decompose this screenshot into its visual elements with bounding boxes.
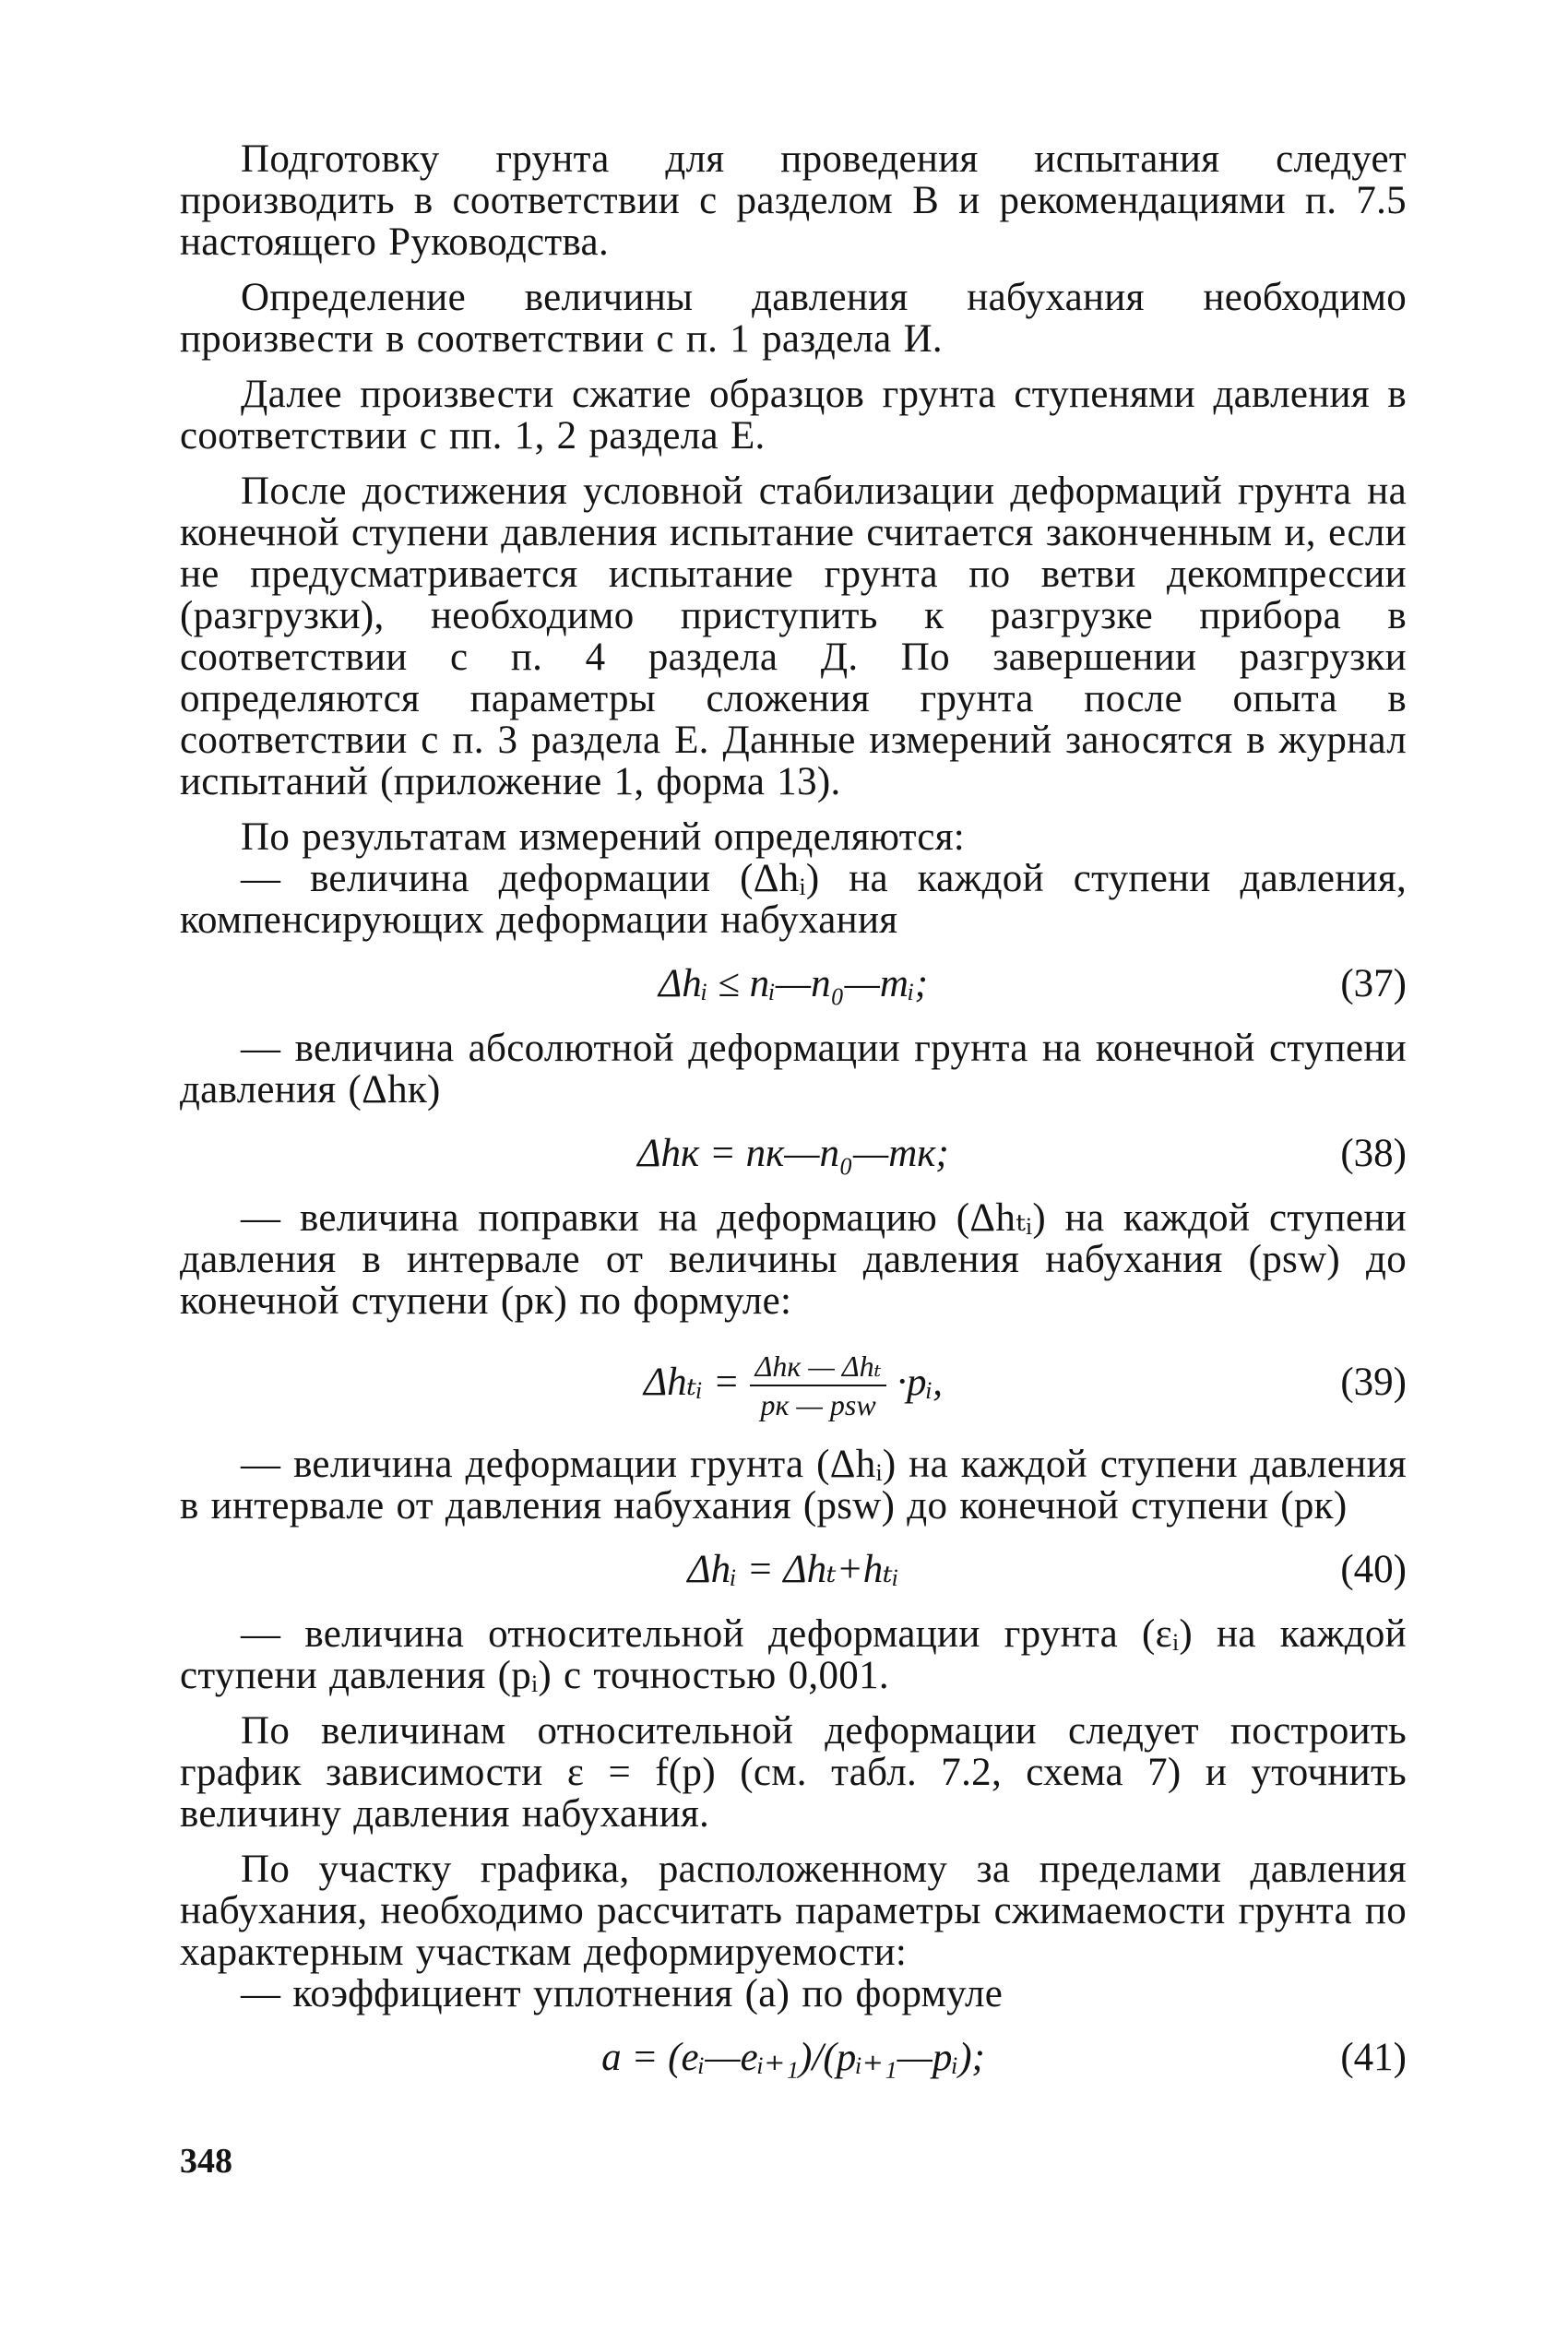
equation-40 (180, 1527, 1407, 1613)
page-number: 348 (180, 2142, 232, 2181)
paragraph-results-intro: По результатам измерений определяются: (241, 815, 966, 859)
equation-41-formula: a = (eᵢ—eᵢ₊₁)/(pᵢ₊₁—pᵢ); (601, 2036, 985, 2079)
equation-41-number: (41) (1340, 2036, 1407, 2079)
equation-38 (180, 1111, 1407, 1197)
equation-37-number: (37) (1340, 962, 1407, 1005)
equation-39-fraction (750, 1348, 887, 1423)
equation-39-number: (39) (1340, 1361, 1407, 1404)
equation-39-rhs: ·pᵢ, (897, 1361, 944, 1404)
equation-39-denominator: pк — psw (760, 1388, 876, 1422)
paragraph-compressibility: По участку графика, расположенному за пределами давления набухания, необходимо рассчитать параметры сжимаемости грунта по характерным участкам деформируемости: (180, 1848, 1407, 1974)
paragraph-stabilization: После достижения условной стабилизации деформаций грунта на конечной ступени давления испытание считается законченным и, если не предусматривается испытание грунта по ветви декомпрессии (разгрузки), необходимо приступить к разгрузке прибора в соответствии с п. 4 раздела Д. По завершении разгрузки определяются параметры сложения грунта после опыта в соответствии с п. 3 раздела Е. Данные измерений заносятся в журнал испытаний (приложение 1, форма 13). (180, 470, 1407, 803)
paragraph-soil-preparation: Подготовку грунта для проведения испытания следует производить в соответствии с разделом В и рекомендациями п. 7.5 настоящего Руководства. (180, 137, 1407, 264)
equation-38-formula: Δhк = nк—n₀—mк; (637, 1132, 949, 1175)
equation-39 (180, 1322, 1407, 1444)
paragraph-deformation-interval: — величина деформации грунта (Δhᵢ) на каждой ступени давления в интервале от давления набухания (psw) до конечной ступени (pк) (180, 1443, 1407, 1528)
equation-39-numerator: Δhк — Δhₜ (750, 1348, 887, 1386)
equation-38-number: (38) (1340, 1132, 1407, 1175)
equation-40-number: (40) (1340, 1548, 1407, 1591)
equation-37-formula: Δhᵢ ≤ nᵢ—n₀—mᵢ; (658, 962, 929, 1005)
paragraph-compaction-coefficient: — коэффициент уплотнения (a) по формуле (241, 1972, 1004, 2015)
equation-39-lhs: Δhₜᵢ = (643, 1361, 740, 1404)
paragraph-graph: По величинам относительной деформации следует построить график зависимости ε = f(p) (см. табл. 7.2, схема 7) и уточнить величину давления набухания. (180, 1709, 1407, 1836)
equation-40-formula: Δhᵢ = Δhₜ+hₜᵢ (687, 1548, 899, 1591)
equation-41 (180, 2015, 1407, 2101)
paragraph-absolute-deformation: — величина абсолютной деформации грунта на конечной ступени давления (Δhк) (180, 1027, 1407, 1112)
paragraph-compression: Далее произвести сжатие образцов грунта ступенями давления в соответствии с пп. 1, 2 раздела Е. (180, 373, 1407, 458)
equation-37 (180, 941, 1407, 1028)
equation-39-formula (180, 1322, 1407, 1444)
paragraph-correction: — величина поправки на деформацию (Δhₜᵢ) на каждой ступени давления в интервале от величины давления набухания (psw) до конечной ступени (pк) по формуле: (180, 1196, 1407, 1323)
paragraph-deformation-value: — величина деформации (Δhᵢ) на каждой ступени давления, компенсирующих деформации набухания (180, 857, 1407, 942)
paragraph-swelling-pressure: Определение величины давления набухания необходимо произвести в соответствии с п. 1 раздела И. (180, 276, 1407, 361)
page-body (180, 138, 1407, 2101)
paragraph-relative-deformation: — величина относительной деформации грунта (εᵢ) на каждой ступени давления (pᵢ) с точностью 0,001. (180, 1612, 1407, 1697)
